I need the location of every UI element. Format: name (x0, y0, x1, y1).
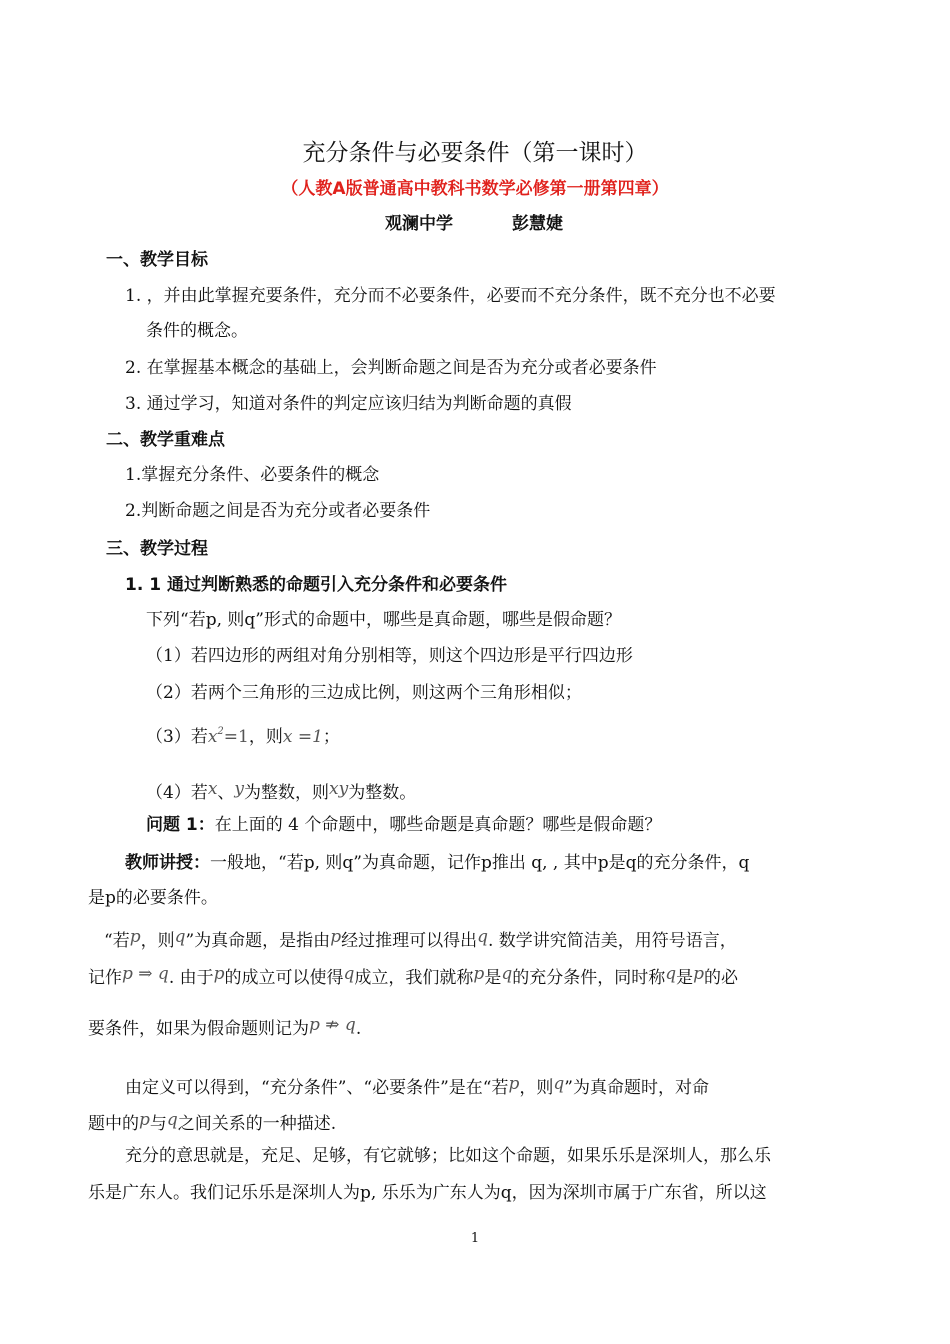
example-line-1: 充分的意思就是，充足、足够，有它就够；比如这个命题，如果乐乐是深圳人，那么乐 (125, 1146, 771, 1166)
proposition-4 (146, 778, 416, 804)
math-p: p (473, 964, 485, 984)
math-x: x (207, 779, 218, 799)
question-1-text: 在上面的 4 个命题中，哪些命题是真命题？哪些是假命题？ (214, 815, 662, 835)
math-q: q (501, 964, 513, 984)
proposition-3-then: ，则 (248, 727, 283, 747)
math-q: q (477, 927, 488, 947)
goal-item-1-line-1: 1. ，并由此掌握充要条件，充分而不必要条件，必要而不充分条件，既不充分也不必要 (125, 286, 776, 306)
definition-note-line-2: 题中的p与q之间关系的一种描述. (88, 1110, 337, 1134)
proposition-3 (146, 721, 340, 748)
math-x-eq-1: x =1 (282, 727, 323, 747)
teacher-explanation-line-1 (125, 852, 749, 874)
math-q: q (553, 1074, 565, 1094)
key-point-2: 2.判断命题之间是否为充分或者必要条件 (125, 501, 431, 521)
math-q: q (665, 964, 677, 984)
math-p: p (508, 1074, 520, 1094)
math-q: q (166, 1110, 178, 1130)
proposition-1: （1）若四边形的两组对角分别相等，则这个四边形是平行四边形 (146, 646, 633, 666)
question-1-label: 问题 1： (146, 815, 215, 835)
goal-item-3: 3. 通过学习，知道对条件的判定应该归结为判断命题的真假 (125, 394, 572, 414)
proposition-4-middle: 为整数，则 (244, 783, 330, 803)
definition-line-2: 记作p ⇒ q. 由于p的成立可以使得q成立，我们就称p是q的充分条件，同时称q是p的必 (88, 964, 738, 988)
sub-heading-1-1: 1. 1 通过判断熟悉的命题引入充分条件和必要条件 (125, 575, 507, 595)
proposition-2: （2）若两个三角形的三边成比例，则这两个三角形相似； (146, 683, 582, 703)
proposition-4-sep: 、 (217, 783, 235, 803)
section-heading-process: 三、教学过程 (106, 539, 208, 559)
math-p: p (139, 1110, 150, 1130)
proposition-4-prefix: （4）若 (146, 783, 208, 803)
teacher-label: 教师讲授： (125, 853, 210, 873)
section-heading-goals: 一、教学目标 (106, 250, 208, 270)
process-intro: 下列“若p, 则q”形式的命题中，哪些是真命题，哪些是假命题？ (146, 610, 621, 630)
teacher-explanation-line-2: 是p的必要条件。 (88, 888, 218, 908)
goal-item-2: 2. 在掌握基本概念的基础上，会判断命题之间是否为充分或者必要条件 (125, 358, 657, 378)
definition-line-3: 要条件，如果为假命题则记为p ⇏ q. (88, 1015, 362, 1039)
math-q: q (343, 964, 355, 984)
math-q: q (174, 927, 186, 947)
author-name: 彭慧婕 (512, 214, 563, 234)
math-xy: xy (329, 779, 349, 799)
math-p-implies-q: p ⇒ q (122, 964, 169, 984)
teacher-text-1: 一般地，“若p, 则q”为真命题，记作p推出 q, , 其中p是q的充分条件，q (210, 853, 750, 873)
key-point-1: 1.掌握充分条件、必要条件的概念 (125, 465, 380, 485)
example-line-2: 乐是广东人。我们记乐乐是深圳人为p, 乐乐为广东人为q，因为深圳市属于广东省，所以这 (88, 1183, 767, 1203)
section-heading-key-points: 二、教学重难点 (106, 430, 225, 450)
math-eq-1: =1 (223, 727, 249, 747)
math-p: p (693, 964, 704, 984)
page-number: 1 (470, 1231, 480, 1246)
proposition-3-prefix: （3）若 (146, 727, 208, 747)
math-x-squared: $x^2$ (207, 726, 224, 747)
definition-line-1: “若p，则q”为真命题，是指由p经过推理可以得出q. 数学讲究简洁美，用符号语言， (104, 927, 737, 951)
definition-note-line-1: 由定义可以得到，“充分条件”、“必要条件”是在“若p，则q”为真命题时，对命 (125, 1074, 709, 1098)
question-1 (146, 814, 661, 836)
proposition-4-suffix: 为整数。 (348, 783, 417, 803)
proposition-3-suffix: ； (322, 727, 340, 747)
math-y: y (234, 779, 245, 799)
document-subtitle: （人教A版普通高中教科书数学必修第一册第四章） (281, 179, 669, 199)
math-p-not-implies-q: p ⇏ q (309, 1015, 356, 1035)
document-title: 充分条件与必要条件（第一课时） (302, 140, 648, 166)
math-p: p (213, 964, 225, 984)
math-p: p (129, 927, 141, 947)
math-p: p (330, 927, 342, 947)
goal-item-1-line-2: 条件的概念。 (146, 321, 248, 341)
school-name: 观澜中学 (385, 214, 453, 234)
